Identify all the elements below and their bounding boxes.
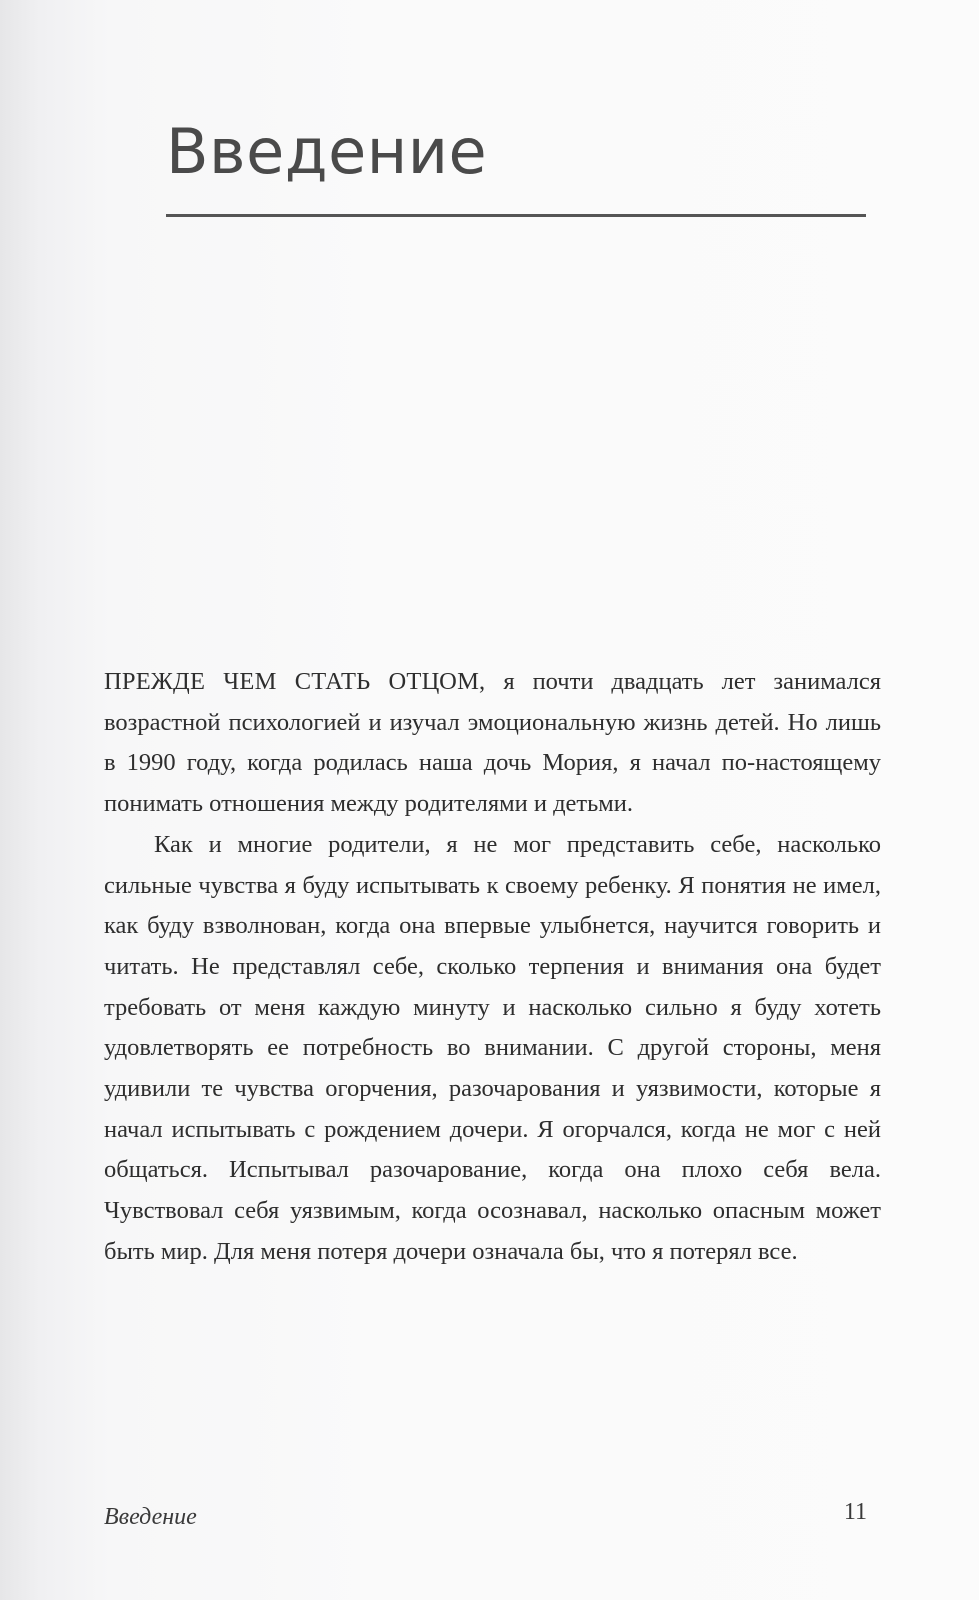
paragraph-1: [104, 662, 881, 825]
title-rule: [166, 214, 866, 217]
page-number: 11: [843, 1499, 867, 1525]
paragraph-2: Как и многие родители, я не мог представить себе, насколько сильные чувства я буду испытывать к своему ребенку. Я понятия не имел, как буду взволнован, когда она впервые улыбнется, научится говорить и читать. Не представлял себе, сколько терпения и внимания она будет требовать от меня каждую минуту и насколько сильно я буду хотеть удовлетворять ее потребность во внимании. С другой стороны, меня удивили те чувства огорчения, разочарования и уязвимости, которые я начал испытывать с рождением дочери. Я огорчался, когда не мог с ней общаться. Испытывал разочарование, когда она плохо себя вела. Чувствовал себя уязвимым, когда осознавал, насколько опасным может быть мир. Для меня потеря дочери означала бы, что я потерял все.: [104, 830, 881, 1265]
lead-caps: ПРЕЖДЕ ЧЕМ СТАТЬ ОТЦОМ,: [104, 668, 486, 695]
paragraph-1-rest: я почти двадцать лет занимался возрастной психологией и изучал эмоциональную жизнь детей. Но лишь в 1990 году, когда родилась наша дочь Мория, я начал по-настоящему понимать отношения между родителями и детьми.: [104, 668, 881, 818]
running-head: Введение: [104, 1504, 197, 1530]
chapter-title: Введение: [166, 115, 488, 188]
body-text: [104, 662, 881, 1273]
